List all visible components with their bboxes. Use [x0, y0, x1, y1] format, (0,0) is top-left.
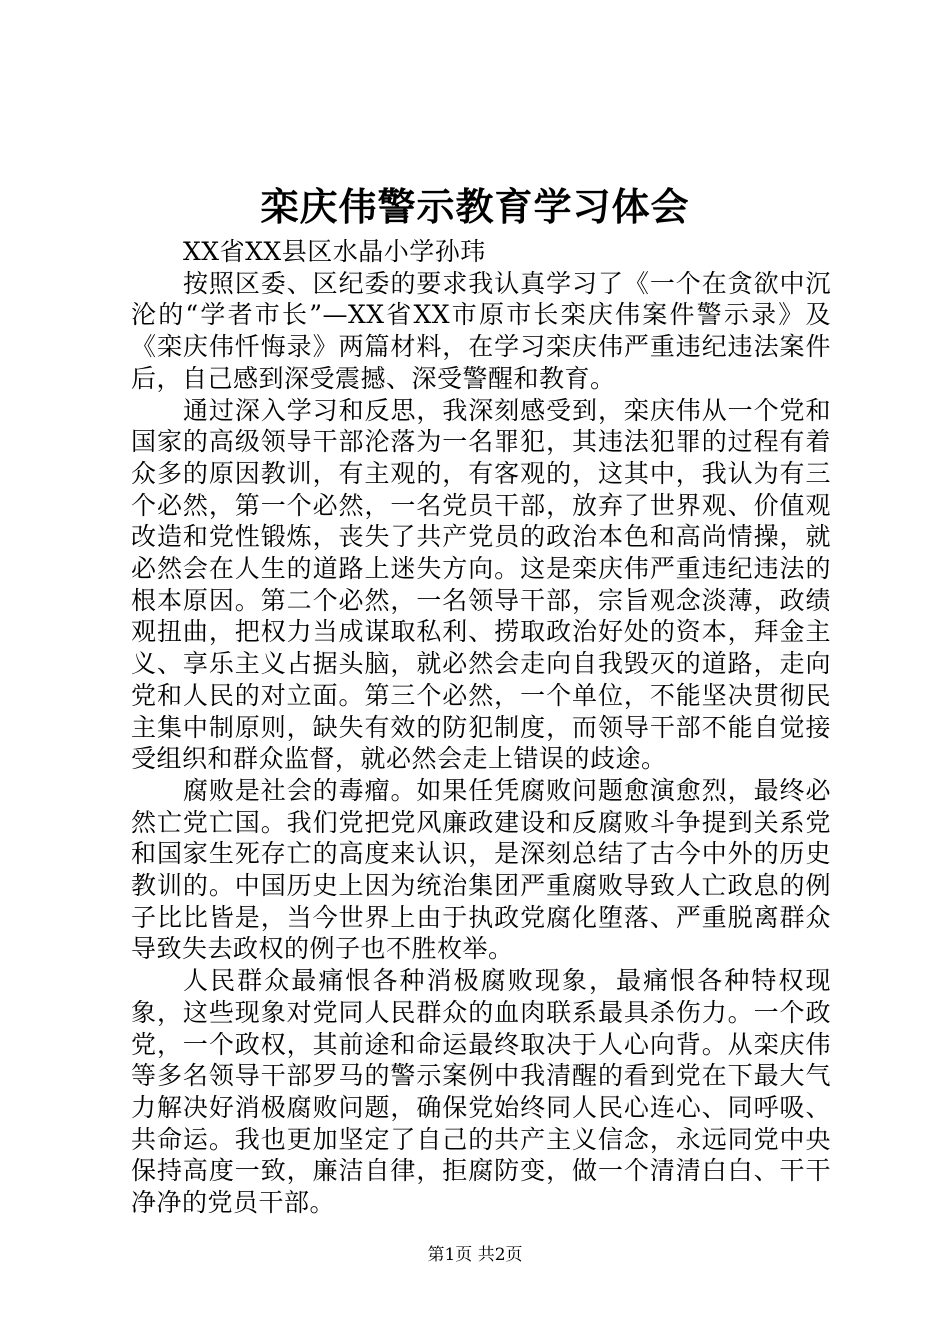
paragraph: 腐败是社会的毒瘤。如果任凭腐败问题愈演愈烈，最终必然亡党亡国。我们党把党风廉政建设和反腐败斗争提到关系党和国家生死存亡的高度来认识，是深刻总结了古今中外的历史教训的。中国历史上因为统治集团严重腐败导致人亡政息的例子比比皆是，当今世界上由于执政党腐化堕落、严重脱离群众导致失去政权的例子也不胜枚举。: [131, 775, 831, 964]
paragraph: 通过深入学习和反思，我深刻感受到，栾庆伟从一个党和国家的高级领导干部沦落为一名罪犯，其违法犯罪的过程有着众多的原因教训，有主观的，有客观的，这其中，我认为有三个必然，第一个必然，一名党员干部，放弃了世界观、价值观改造和党性锻炼，丧失了共产党员的政治本色和高尚情操，就必然会在人生的道路上迷失方向。这是栾庆伟严重违纪违法的根本原因。第二个必然，一名领导干部，宗旨观念淡薄，政绩观扭曲，把权力当成谋取私利、捞取政治好处的资本，拜金主义、享乐主义占据头脑，就必然会走向自我毁灭的道路，走向党和人民的对立面。第三个必然，一个单位，不能坚决贯彻民主集中制原则，缺失有效的防犯制度，而领导干部不能自觉接受组织和群众监督，就必然会走上错误的歧途。: [131, 395, 831, 774]
paragraph: 按照区委、区纪委的要求我认真学习了《一个在贪欲中沉沦的“学者市长”—XX省XX市原市长栾庆伟案件警示录》及《栾庆伟忏悔录》两篇材料，在学习栾庆伟严重违纪违法案件后，自己感到深受震撼、深受警醒和教育。: [131, 268, 831, 393]
document-body: [131, 236, 831, 1219]
author-line: XX省XX县区水晶小学孙玮: [183, 237, 486, 266]
paragraph: 人民群众最痛恨各种消极腐败现象，最痛恨各种特权现象，这些现象对党同人民群众的血肉联系最具杀伤力。一个政党，一个政权，其前途和命运最终取决于人心向背。从栾庆伟等多名领导干部罗马的警示案例中我清醒的看到党在下最大气力解决好消极腐败问题，确保党始终同人民心连心、同呼吸、共命运。我也更加坚定了自己的共产主义信念，永远同党中央保持高度一致，廉洁自律，拒腐防变，做一个清清白白、干干净净的党员干部。: [131, 966, 831, 1218]
page-footer: 第1页 共2页: [427, 1245, 523, 1265]
document-title: 栾庆伟警示教育学习体会: [260, 184, 690, 229]
